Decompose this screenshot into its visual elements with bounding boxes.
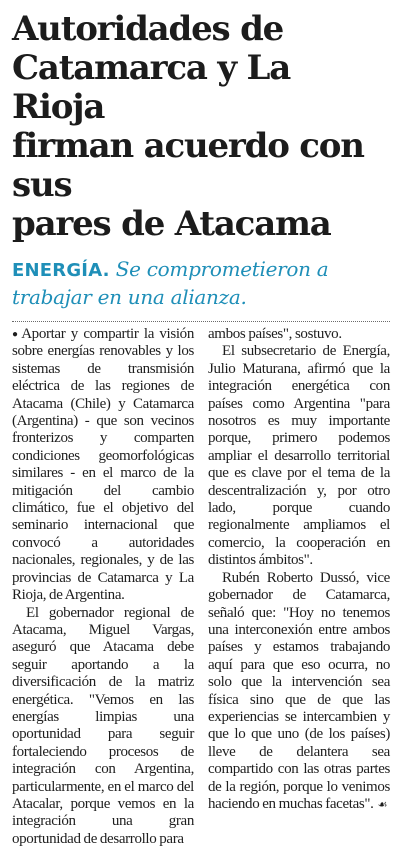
paragraph: ambos países", sostuvo. (208, 326, 390, 343)
article-headline: Autoridades de Catamarca y La Rioja firman acuerdo con sus pares de Atacama (12, 10, 390, 244)
paragraph (12, 326, 194, 605)
paragraph: El gobernador regional de Atacama, Miguel Vargas, aseguró que Atacama debe seguir aportando a la diversificación de la matriz energética. "Vemos en las energías limpias una oportunidad para seguir fortaleciendo procesos de integración con Argentina, particularmente, en el marco del Atacalar, porque vemos en la integración una gran oportunidad de desarrollo para (12, 605, 194, 848)
section-tag: ENERGÍA. (12, 260, 110, 281)
article-kicker (12, 256, 390, 311)
column-left (12, 326, 194, 848)
paragraph (208, 570, 390, 814)
article-body (12, 326, 390, 848)
paragraph-text: Aportar y compartir la visión sobre energías renovables y los sistemas de transmisión eléctrica de las regiones de Atacama (Chile) y Catamarca (Argentina) - que son vecinos fronterizos y comparten condiciones geomorfológicas similares - en el marco de la mitigación del cambio climático, fue el objetivo del seminario internacional que convocó a autoridades nacionales, regionales, y de las provincias de Catamarca y La Rioja, de Argentina. (12, 326, 194, 603)
kicker-text: Se comprometieron a trabajar en una alianza. (12, 257, 328, 309)
column-right (208, 326, 390, 848)
bullet-icon: ● (12, 329, 20, 340)
end-mark-icon: ☙ (378, 798, 388, 811)
dotted-divider (12, 321, 390, 322)
paragraph: El subsecretario de Energía, Julio Maturana, afirmó que la integración energética con países como Argentina "para nosotros es muy importante porque, primero podemos ampliar el desarrollo territorial que es clave por el tema de la descentralización y, por otro lado, porque cuando regionalmente ampliamos el comercio, la cooperación en distintos ámbitos". (208, 343, 390, 569)
paragraph-text: Rubén Roberto Dussó, vice gobernador de Catamarca, señaló que: "Hoy no tenemos una interconexión entre ambos países y estamos trabajando aquí para que eso ocurra, no solo que la intervención sea física sino que de que las experiencias se intercambien y que lo que uno (de los países) lleve de delantera sea compartido con las otras partes de la región, porque lo venimos haciendo en muchas facetas". (208, 570, 390, 812)
